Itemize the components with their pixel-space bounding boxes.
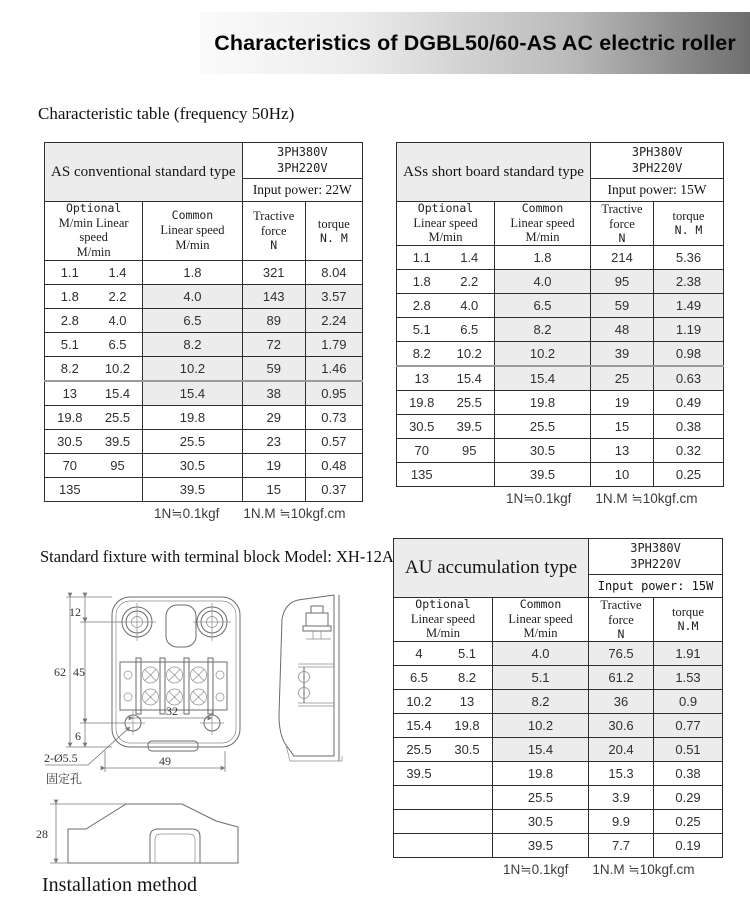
common-speed-cell: 39.5 [493,834,589,858]
header-line: Linear speed [413,215,478,230]
optional-speed-value: 8.2 [457,670,477,686]
table-row [397,366,724,391]
table-row [45,453,363,477]
table-row [394,810,723,834]
optional-speed-cell [397,366,495,391]
common-speed-cell: 8.2 [495,318,591,342]
tractive-force-cell: 214 [591,246,654,270]
unit-notes [396,491,724,507]
common-speed-cell: 10.2 [495,342,591,367]
common-speed-cell: 10.2 [493,714,589,738]
table-row [45,308,363,332]
optional-speed-value: 6.5 [409,670,429,686]
optional-speed-cell [45,429,143,453]
input-power-cell: Input power: 15W [589,575,723,598]
tractive-force-cell: 23 [242,429,305,453]
torque-cell: 0.19 [654,834,723,858]
tractive-force-cell: 95 [591,270,654,294]
table-row [45,477,363,501]
header-line: N. M [674,223,703,238]
optional-speed-value: 1.1 [412,250,431,266]
torque-cell: 1.53 [654,666,723,690]
torque-cell: 0.38 [654,415,724,439]
optional-speed-value: 39.5 [456,419,482,435]
header-row-voltage [397,143,724,179]
header-line: M/min [175,237,210,252]
column-header-row [397,202,724,246]
optional-speed-value: 30.5 [409,419,435,435]
table-row [394,786,723,810]
header-line: N [617,626,625,641]
voltage-cell [591,143,724,179]
torque-cell: 5.36 [654,246,724,270]
input-power-cell: Input power: 15W [591,179,724,202]
torque-cell: 0.25 [654,463,724,487]
optional-speed-cell [394,762,493,786]
optional-speed-value: 13 [459,694,475,710]
column-header-row [45,202,363,261]
input-power-cell: Input power: 22W [242,179,362,202]
optional-speed-cell [394,834,493,858]
header-line: Tractive force [253,209,295,239]
tractive-force-cell: 39 [591,342,654,367]
common-speed-cell: 25.5 [143,429,242,453]
optional-speed-cell [397,342,495,367]
common-speed-cell: 5.1 [493,666,589,690]
table-row [394,666,723,690]
torque-cell: 0.37 [305,477,362,501]
tractive-force-header [589,598,654,642]
unit-note: 1N.M ≒10kgf.cm [595,491,698,507]
bottom-notch [148,741,198,751]
optional-speed-cell [394,786,493,810]
column-header-row [394,598,723,642]
dim-6-label: 6 [75,729,81,743]
optional-speed-cell [394,810,493,834]
optional-speed-value: 4.0 [460,298,479,314]
optional-speed-cell [394,642,493,666]
header-line: Common [521,201,564,215]
tractive-force-cell: 30.6 [589,714,654,738]
header-line: Tractive force [600,598,642,627]
optional-speed-header [397,202,495,246]
tractive-force-cell: 29 [242,405,305,429]
optional-speed-value: 6.5 [108,336,127,352]
table-row [45,405,363,429]
screw-left [118,603,156,641]
torque-cell: 1.91 [654,642,723,666]
optional-speed-value: 5.1 [60,336,79,352]
common-speed-cell: 4.0 [493,642,589,666]
optional-speed-value: 2.2 [460,274,479,290]
optional-speed-value: 39.5 [104,433,131,449]
optional-speed-value: 1.4 [108,264,127,280]
unit-note: 1N≒0.1kgf [506,491,572,507]
table-row [397,391,724,415]
common-speed-cell: 15.4 [143,381,242,406]
unit-note: 1N.M ≒10kgf.cm [243,505,346,521]
dim-62-label: 62 [54,665,66,679]
table-row [45,332,363,356]
torque-cell: 0.57 [305,429,362,453]
optional-speed-value: 19.8 [454,718,480,734]
header-line: M/min [428,230,463,245]
torque-cell: 0.25 [654,810,723,834]
optional-speed-value: 5.1 [457,646,477,662]
header-line: Linear speed M/min [410,611,476,641]
optional-speed-cell [45,356,143,381]
optional-speed-value: 1.8 [60,288,79,304]
torque-cell: 0.48 [305,453,362,477]
torque-cell: 0.73 [305,405,362,429]
torque-cell: 0.51 [654,738,723,762]
page-title: Characteristics of DGBL50/60-AS AC electric roller [214,30,736,55]
torque-cell: 1.46 [305,356,362,381]
optional-speed-value: 8.2 [412,346,431,362]
unit-notes [44,506,363,522]
header-line: N.M [677,619,699,634]
torque-cell: 1.19 [654,318,724,342]
torque-cell: 1.79 [305,332,362,356]
tractive-force-cell: 61.2 [589,666,654,690]
tractive-force-cell: 15.3 [589,762,654,786]
optional-speed-cell [394,690,493,714]
table-row [45,284,363,308]
tractive-force-cell: 59 [591,294,654,318]
optional-speed-cell [45,332,143,356]
optional-speed-cell [397,246,495,270]
torque-cell: 3.57 [305,284,362,308]
unit-notes [393,862,723,878]
common-speed-cell: 4.0 [143,284,242,308]
optional-speed-cell [45,477,143,501]
tractive-force-cell: 15 [591,415,654,439]
header-line: N. M [320,230,348,245]
screw-right [193,603,231,641]
header-line: Linear speed M/min [508,611,573,641]
tractive-force-cell: 9.9 [589,810,654,834]
torque-header [654,598,723,642]
tractive-force-cell: 38 [242,381,305,406]
common-speed-header [143,202,242,261]
tractive-force-cell: 89 [242,308,305,332]
tractive-force-cell: 13 [591,439,654,463]
header-line: torque [672,209,705,224]
tractive-force-header [591,202,654,246]
table-title: ASs short board standard type [397,143,591,202]
table-row [394,642,723,666]
header-line: Linear speed [160,222,225,237]
hole-size-label: 2-Ø5.5 [44,751,78,765]
header-line: N [618,230,626,245]
common-speed-cell: 25.5 [495,415,591,439]
header-line: Optional [417,201,474,215]
torque-cell: 0.29 [654,786,723,810]
optional-speed-value: 15.4 [406,718,432,734]
optional-speed-value: 2.8 [412,298,431,314]
table-row [397,415,724,439]
fixture-technical-drawing [30,575,390,875]
dim-45-label: 45 [73,665,85,679]
common-speed-header [495,202,591,246]
tractive-force-cell: 20.4 [589,738,654,762]
optional-speed-value: 15.4 [456,371,482,387]
torque-cell: 0.32 [654,439,724,463]
dim-32-label: 32 [166,704,178,718]
header-line: M/min Linear speed [58,215,129,245]
front-view [112,597,240,751]
torque-cell: 0.9 [654,690,723,714]
voltage-line: 3PH380V [277,144,328,159]
torque-cell: 0.63 [654,366,724,391]
optional-speed-cell [45,308,143,332]
torque-header [305,202,362,261]
common-speed-cell: 6.5 [143,308,242,332]
optional-speed-value: 95 [110,457,125,473]
optional-speed-value: 30.5 [57,433,83,449]
optional-speed-value: 25.5 [456,395,482,411]
common-speed-cell: 19.8 [143,405,242,429]
table-row [394,738,723,762]
voltage-line: 3PH380V [631,144,683,159]
voltage-line: 3PH220V [630,556,681,571]
optional-speed-cell [45,453,143,477]
torque-cell: 0.98 [654,342,724,367]
optional-speed-value: 1.4 [460,250,479,266]
unit-note: 1N.M ≒10kgf.cm [592,862,695,878]
tractive-force-cell: 76.5 [589,642,654,666]
torque-cell: 8.04 [305,260,362,284]
header-line: torque [672,605,704,620]
table-row [397,294,724,318]
table-au-accumulation [393,538,723,878]
common-speed-cell: 1.8 [495,246,591,270]
header-line: Tractive force [601,202,643,231]
dim-28-label: 28 [36,827,48,841]
common-speed-cell: 8.2 [143,332,242,356]
header-line: Common [519,597,562,611]
common-speed-cell: 6.5 [495,294,591,318]
optional-speed-value: 2.8 [60,312,79,328]
table-title: AU accumulation type [394,539,589,598]
table-row [397,318,724,342]
dim-12-label: 12 [69,605,81,619]
optional-speed-value: 5.1 [412,322,431,338]
table-row [45,381,363,406]
optional-speed-value: 135 [410,467,433,483]
torque-cell: 0.77 [654,714,723,738]
optional-speed-value: 2.2 [108,288,127,304]
tractive-force-cell: 59 [242,356,305,381]
header-line: Common [171,208,214,223]
header-line: Optional [415,597,471,611]
optional-speed-value: 8.2 [60,360,79,376]
optional-speed-cell [397,270,495,294]
table-row [394,714,723,738]
spec-table [396,142,724,487]
common-speed-cell: 30.5 [493,810,589,834]
table-row [394,762,723,786]
voltage-line: 3PH380V [630,540,681,555]
tractive-force-cell: 7.7 [589,834,654,858]
side-view [279,595,342,761]
optional-speed-value: 135 [58,481,81,497]
common-speed-header [493,598,589,642]
tractive-force-cell: 19 [242,453,305,477]
header-line: M/min [76,245,111,260]
torque-cell: 2.38 [654,270,724,294]
optional-speed-header [394,598,493,642]
tractive-force-cell: 72 [242,332,305,356]
tractive-force-cell: 25 [591,366,654,391]
optional-speed-cell [397,439,495,463]
spec-table [44,142,363,502]
tractive-force-cell: 15 [242,477,305,501]
optional-speed-value: 70 [62,457,78,473]
common-speed-cell: 30.5 [143,453,242,477]
optional-speed-cell [45,405,143,429]
optional-speed-value: 1.1 [60,264,79,280]
table-as-conventional [44,142,363,522]
optional-speed-cell [45,284,143,308]
voltage-cell [589,539,723,575]
optional-speed-cell [394,738,493,762]
optional-speed-cell [394,714,493,738]
table-row [397,439,724,463]
tractive-force-cell: 143 [242,284,305,308]
title-banner [200,12,750,74]
common-speed-cell: 4.0 [495,270,591,294]
fixing-hole-label: 固定孔 [46,772,83,786]
common-speed-cell: 39.5 [495,463,591,487]
center-boss [166,605,196,647]
optional-speed-value: 1.8 [412,274,431,290]
tractive-force-cell: 10 [591,463,654,487]
optional-speed-value: 6.5 [460,322,479,338]
common-speed-cell: 1.8 [143,260,242,284]
optional-speed-header [45,202,143,261]
optional-speed-value: 4 [415,646,423,662]
characteristic-table-label: Characteristic table (frequency 50Hz) [38,104,295,123]
table-row [45,429,363,453]
header-line: Linear speed M/min [510,215,575,245]
table-row [394,834,723,858]
common-speed-cell: 19.8 [495,391,591,415]
common-speed-cell: 39.5 [143,477,242,501]
unit-note: 1N≒0.1kgf [503,862,569,878]
optional-speed-value: 25.5 [406,742,432,758]
optional-speed-value: 4.0 [108,312,127,328]
header-row-voltage [394,539,723,575]
common-speed-cell: 15.4 [493,738,589,762]
spec-table [393,538,723,858]
optional-speed-value: 25.5 [104,409,131,425]
table-row [397,342,724,367]
optional-speed-value: 13 [62,385,78,401]
optional-speed-value: 10.2 [406,694,432,710]
table-row [397,246,724,270]
unit-note: 1N≒0.1kgf [154,505,220,521]
tractive-force-cell: 48 [591,318,654,342]
table-ass-short-board [396,142,724,507]
common-speed-cell: 15.4 [495,366,591,391]
optional-speed-value: 10.2 [104,360,131,376]
tractive-force-cell: 19 [591,391,654,415]
optional-speed-cell [397,463,495,487]
optional-speed-cell [397,318,495,342]
optional-speed-value: 19.8 [57,409,83,425]
header-line: N [270,237,278,252]
installation-method-label: Installation method [42,874,197,896]
voltage-line: 3PH220V [277,160,328,175]
optional-speed-value: 70 [414,443,429,459]
common-speed-cell: 30.5 [495,439,591,463]
optional-speed-value: 13 [414,371,429,387]
torque-cell: 2.24 [305,308,362,332]
optional-speed-cell [397,294,495,318]
torque-cell: 0.49 [654,391,724,415]
optional-speed-cell [394,666,493,690]
tractive-force-cell: 36 [589,690,654,714]
torque-header [654,202,724,246]
voltage-cell [242,143,362,179]
header-line: torque [317,216,350,231]
common-speed-cell: 10.2 [143,356,242,381]
optional-speed-value: 39.5 [406,766,432,782]
table-row [394,690,723,714]
torque-cell: 0.38 [654,762,723,786]
common-speed-cell: 8.2 [493,690,589,714]
voltage-line: 3PH220V [631,160,683,175]
header-line: Optional [65,201,122,215]
fixture-model-label: Standard fixture with terminal block Model: XH-12A [40,547,394,566]
optional-speed-value: 15.4 [104,385,131,401]
optional-speed-cell [397,415,495,439]
table-title: AS conventional standard type [45,143,243,202]
torque-cell: 1.49 [654,294,724,318]
optional-speed-cell [45,260,143,284]
tractive-force-cell: 3.9 [589,786,654,810]
optional-speed-value: 95 [462,443,477,459]
optional-speed-cell [397,391,495,415]
torque-cell: 0.95 [305,381,362,406]
table-row [45,260,363,284]
optional-speed-value: 19.8 [409,395,435,411]
optional-speed-value: 10.2 [456,346,482,362]
tractive-force-header [242,202,305,261]
dim-49-label: 49 [159,754,171,768]
header-row-voltage [45,143,363,179]
optional-speed-value: 30.5 [454,742,480,758]
bottom-profile-view [36,804,238,863]
tractive-force-cell: 321 [242,260,305,284]
table-row [397,463,724,487]
common-speed-cell: 25.5 [493,786,589,810]
table-row [397,270,724,294]
optional-speed-cell [45,381,143,406]
common-speed-cell: 19.8 [493,762,589,786]
table-row [45,356,363,381]
